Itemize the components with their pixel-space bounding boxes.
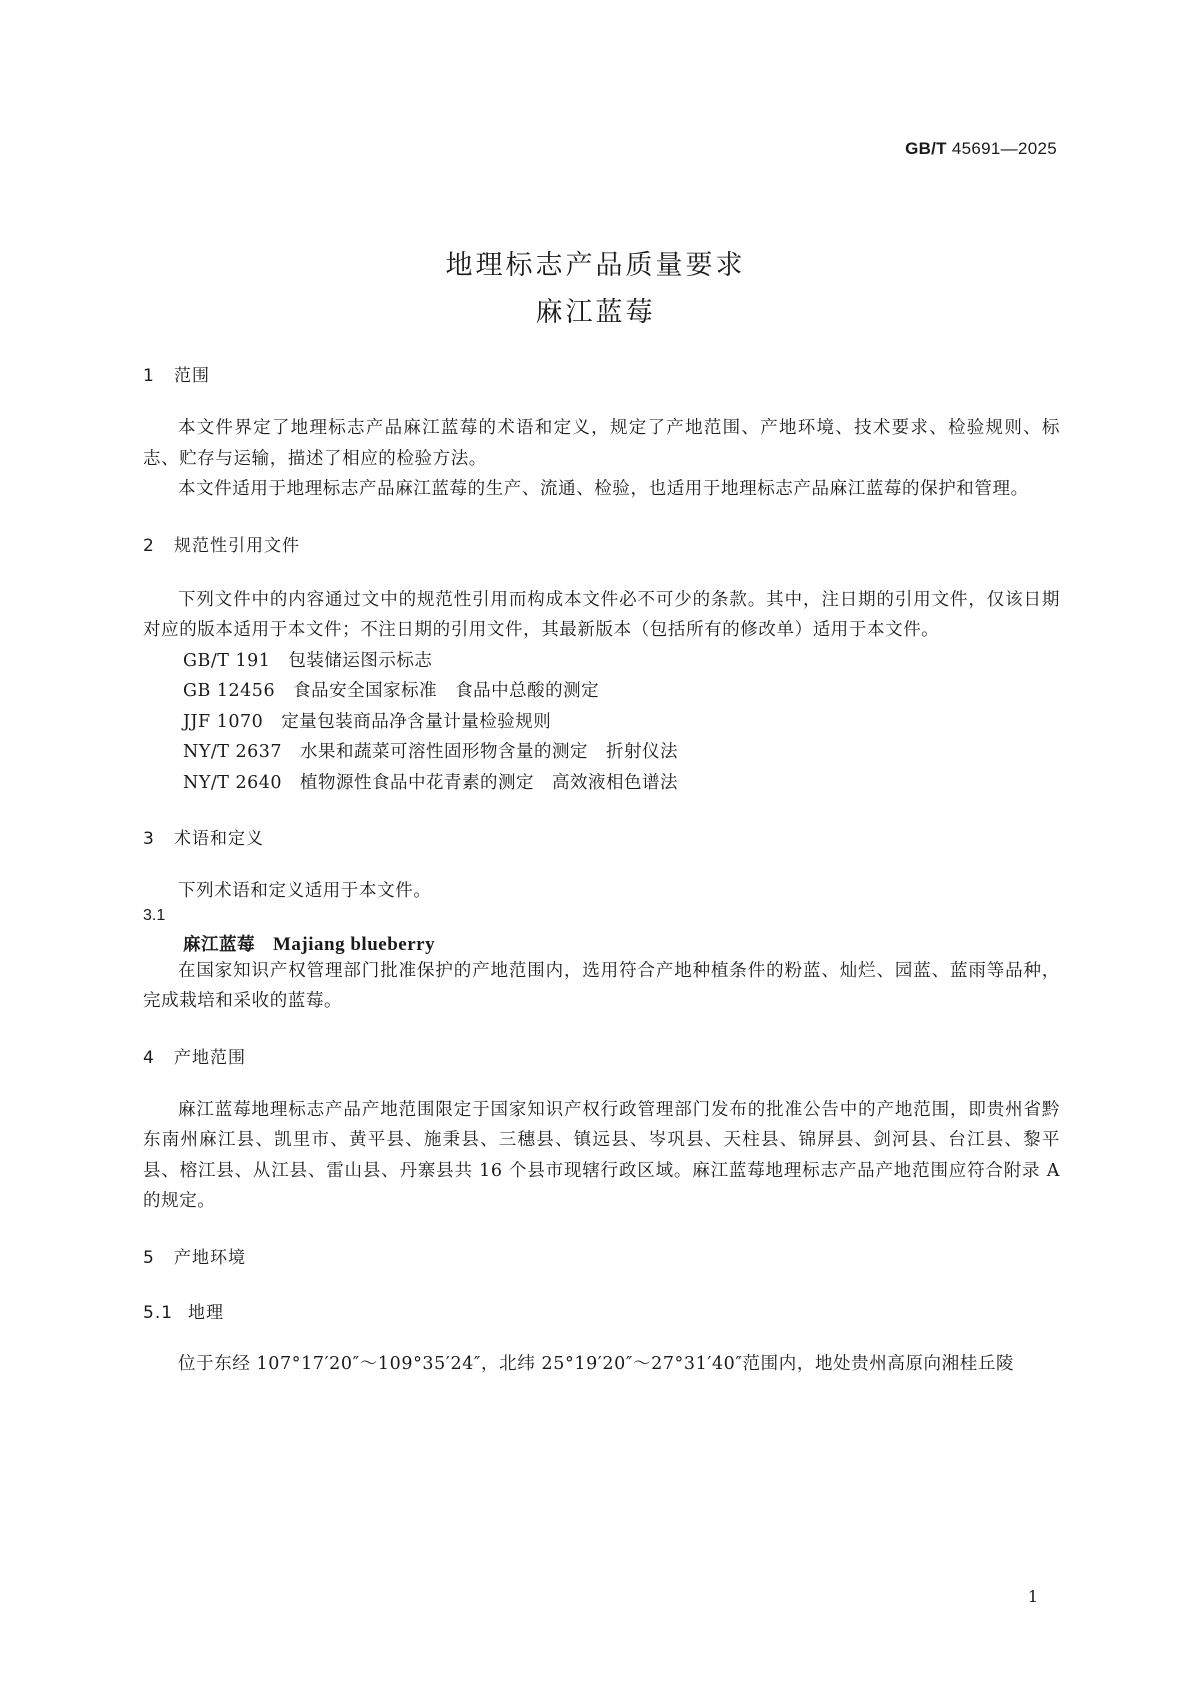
section-number: 1 [143,366,155,386]
reference-item [143,676,1060,707]
paragraph: 麻江蓝莓地理标志产品产地范围限定于国家知识产权行政管理部门发布的批准公告中的产地范围，即贵州省黔东南州麻江县、凯里市、黄平县、施秉县、三穗县、镇远县、岑巩县、天柱县、锦屏县、剑河县、台江县、黎平县、榕江县、从江县、雷山县、丹寨县共 16 个县市现辖行政区域。麻江蓝莓地理标志产品产地范围应符合附录 A 的规定。 [143,1099,1060,1211]
standard-code [905,139,1057,159]
standard-number: 45691—2025 [951,139,1057,158]
paragraph: 位于东经 107°17′20″～109°35′24″，北纬 25°19′20″～27°31′40″范围内，地处贵州高原向湘桂丘陵 [178,1353,1015,1374]
reference-name: 植物源性食品中花青素的测定 高效液相色谱法 [300,772,679,793]
section-title: 产地环境 [174,1247,246,1268]
document-title: 地理标志产品质量要求 [445,250,746,281]
subsection-5-1-heading [143,1298,1060,1323]
paragraph: 本文件界定了地理标志产品麻江蓝莓的术语和定义，规定了产地范围、产地环境、技术要求、检验规则、标志、贮存与运输，描述了相应的检验方法。 [143,418,1060,469]
section-title: 规范性引用文件 [174,535,300,556]
reference-name: 包装储运图示标志 [288,650,433,671]
reference-name: 定量包装商品净含量计量检验规则 [281,711,552,732]
term-english: Majiang blueberry [273,933,436,955]
reference-code: NY/T 2640 [183,772,283,793]
reference-name: 食品安全国家标准 食品中总酸的测定 [293,681,600,701]
section-1-heading [143,361,1060,386]
section-4-heading [143,1043,1060,1068]
section-number: 5 [143,1247,155,1268]
section-3-heading [143,824,1060,849]
term-definition: 在国家知识产权管理部门批准保护的产地范围内，选用符合产地种植条件的粉蓝、灿烂、园蓝、蓝雨等品种，完成栽培和采收的蓝莓。 [143,960,1060,1011]
reference-code: GB/T 191 [183,650,271,671]
reference-item [143,768,1060,799]
term-entry [143,931,1060,956]
paragraph: 下列文件中的内容通过文中的规范性引用而构成本文件必不可少的条款。其中，注日期的引用文件，仅该日期对应的版本适用于本文件；不注日期的引用文件，其最新版本（包括所有的修改单）适用于本文件。 [143,589,1060,640]
standard-prefix: GB/T [905,139,947,158]
reference-code: GB 12456 [183,681,276,701]
reference-name: 水果和蔬菜可溶性固形物含量的测定 折射仪法 [300,742,679,762]
term-number: 3.1 [143,906,166,924]
subsection-title: 地理 [188,1302,224,1323]
section-number: 2 [143,535,155,556]
term-chinese: 麻江蓝莓 [183,934,255,955]
reference-item [143,707,1060,738]
section-number: 3 [143,829,155,849]
section-title: 术语和定义 [174,829,264,849]
page-number: 1 [1027,1587,1038,1606]
reference-item [143,646,1060,677]
section-title: 范围 [174,366,210,386]
reference-item [143,737,1060,768]
section-2-heading [143,531,1060,556]
reference-code: JJF 1070 [183,711,264,732]
section-5-heading [143,1243,1060,1268]
reference-code: NY/T 2637 [183,742,283,762]
paragraph: 本文件适用于地理标志产品麻江蓝莓的生产、流通、检验，也适用于地理标志产品麻江蓝莓的保护和管理。 [178,479,1029,499]
section-number: 4 [143,1047,155,1068]
document-body [143,366,1060,1379]
paragraph: 下列术语和定义适用于本文件。 [178,881,432,901]
subsection-number: 5.1 [143,1302,174,1323]
section-title: 产地范围 [174,1047,246,1068]
document-subtitle: 麻江蓝莓 [535,297,656,328]
